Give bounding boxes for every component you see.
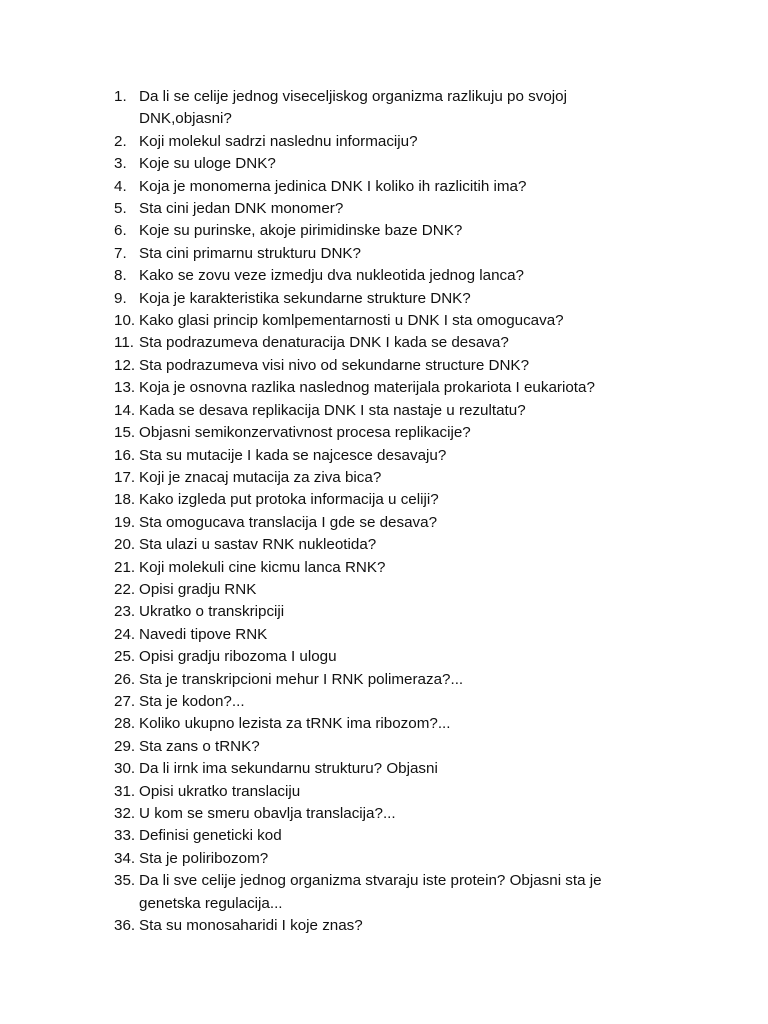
question-item [114, 422, 674, 444]
question-item [114, 624, 674, 646]
question-item [114, 915, 674, 937]
question-number: 10. [114, 312, 136, 330]
question-number: 21. [114, 558, 136, 576]
question-item [114, 332, 674, 354]
question-item [114, 153, 674, 175]
question-number: 13. [114, 379, 136, 397]
question-number: 3. [114, 155, 127, 173]
question-item [114, 377, 674, 399]
question-number: 11. [114, 334, 134, 352]
question-number: 6. [114, 222, 127, 240]
question-number: 30. [114, 760, 136, 778]
question-number: 35. [114, 872, 136, 890]
question-item [114, 848, 674, 870]
question-item [114, 781, 674, 803]
question-number: 27. [114, 692, 136, 710]
question-text: Kako glasi princip komlpementarnosti u DNK I sta omogucava? [139, 312, 564, 330]
question-text: Navedi tipove RNK [139, 625, 268, 643]
question-text: Sta cini jedan DNK monomer? [139, 200, 344, 218]
question-text: Koji molekuli cine kicmu lanca RNK? [139, 558, 386, 576]
question-text: Opisi gradju RNK [139, 580, 257, 598]
question-number: 22. [114, 580, 136, 598]
question-text: Koji molekul sadrzi naslednu informaciju? [139, 132, 418, 150]
question-text: Sta je transkripcioni mehur I RNK polimeraza?... [139, 670, 464, 688]
question-number: 29. [114, 737, 136, 755]
question-text: U kom se smeru obavlja translacija?... [139, 805, 396, 822]
question-number: 5. [114, 200, 127, 218]
question-item [114, 198, 674, 220]
question-number: 8. [114, 267, 127, 285]
question-text: Sta podrazumeva visi nivo od sekundarne structure DNK? [139, 356, 530, 374]
question-text: Opisi ukratko translaciju [139, 782, 301, 800]
question-text: Koje su uloge DNK? [139, 155, 276, 173]
question-item [114, 310, 674, 332]
question-number: 31. [114, 782, 136, 800]
question-item [114, 265, 674, 287]
question-number: 19. [114, 513, 136, 531]
question-text: Da li irnk ima sekundarnu strukturu? Objasni [139, 760, 438, 778]
question-number: 2. [114, 132, 127, 150]
question-item [114, 445, 674, 467]
question-number: 4. [114, 177, 127, 195]
question-item [114, 534, 674, 556]
question-text: Da li se celije jednog viseceljiskog organizma razlikuju po svojoj DNK,objasni? [139, 88, 567, 128]
question-text: Da li sve celije jednog organizma stvaraju iste protein? Objasni sta je genetska regulacija... [139, 872, 602, 912]
question-item [114, 86, 674, 131]
question-item [114, 489, 674, 511]
question-text: Kako izgleda put protoka informacija u celiji? [139, 491, 439, 509]
question-number: 15. [114, 424, 136, 442]
question-text: Koja je monomerna jedinica DNK I koliko ih razlicitih ima? [139, 177, 527, 195]
question-number: 16. [114, 446, 136, 464]
question-item [114, 512, 674, 534]
question-item [114, 825, 674, 847]
question-text: Koliko ukupno lezista za tRNK ima ribozom?... [139, 715, 451, 733]
question-number: 36. [114, 917, 136, 935]
question-text: Koja je karakteristika sekundarne strukture DNK? [139, 289, 471, 307]
question-item [114, 758, 674, 780]
question-number: 28. [114, 715, 136, 733]
question-number: 14. [114, 401, 136, 419]
question-text: Sta omogucava translacija I gde se desava? [139, 513, 438, 531]
question-item [114, 176, 674, 198]
question-number: 17. [114, 468, 136, 486]
question-text: Koja je osnovna razlika naslednog materijala prokariota I eukariota? [139, 379, 595, 397]
question-item [114, 557, 674, 579]
question-number: 24. [114, 625, 136, 643]
question-text: Sta zans o tRNK? [139, 737, 260, 755]
question-number: 32. [114, 805, 136, 822]
question-item [114, 220, 674, 242]
question-item [114, 355, 674, 377]
question-item [114, 669, 674, 691]
question-item [114, 646, 674, 668]
question-number: 9. [114, 289, 127, 307]
question-text: Opisi gradju ribozoma I ulogu [139, 648, 337, 666]
question-item [114, 288, 674, 310]
question-text: Sta su mutacije I kada se najcesce desavaju? [139, 446, 447, 464]
question-item [114, 400, 674, 422]
question-text: Sta ulazi u sastav RNK nukleotida? [139, 536, 377, 554]
question-item [114, 870, 674, 915]
question-number: 26. [114, 670, 136, 688]
question-number: 12. [114, 356, 136, 374]
question-number: 20. [114, 536, 136, 554]
question-list [114, 86, 674, 937]
question-item [114, 601, 674, 623]
question-text: Sta podrazumeva denaturacija DNK I kada se desava? [139, 334, 509, 352]
question-number: 33. [114, 827, 136, 845]
question-text: Sta je poliribozom? [139, 849, 269, 867]
question-text: Objasni semikonzervativnost procesa replikacije? [139, 424, 471, 442]
question-item [114, 467, 674, 489]
question-item [114, 243, 674, 265]
question-item [114, 803, 674, 825]
question-text: Kako se zovu veze izmedju dva nukleotida jednog lanca? [139, 267, 524, 285]
question-number: 23. [114, 603, 136, 621]
question-text: Ukratko o transkripciji [139, 603, 285, 621]
question-text: Koje su purinske, akoje pirimidinske baze DNK? [139, 222, 463, 240]
question-text: Kada se desava replikacija DNK I sta nastaje u rezultatu? [139, 401, 526, 419]
question-number: 1. [114, 88, 127, 105]
question-item [114, 691, 674, 713]
question-number: 18. [114, 491, 136, 509]
question-item [114, 131, 674, 153]
question-text: Sta cini primarnu strukturu DNK? [139, 244, 361, 262]
question-number: 7. [114, 244, 127, 262]
question-item [114, 579, 674, 601]
question-text: Sta je kodon?... [139, 692, 245, 710]
question-number: 25. [114, 648, 136, 666]
question-text: Definisi geneticki kod [139, 827, 282, 845]
question-text: Sta su monosaharidi I koje znas? [139, 917, 363, 935]
question-number: 34. [114, 849, 136, 867]
question-item [114, 736, 674, 758]
question-item [114, 713, 674, 735]
question-text: Koji je znacaj mutacija za ziva bica? [139, 468, 382, 486]
